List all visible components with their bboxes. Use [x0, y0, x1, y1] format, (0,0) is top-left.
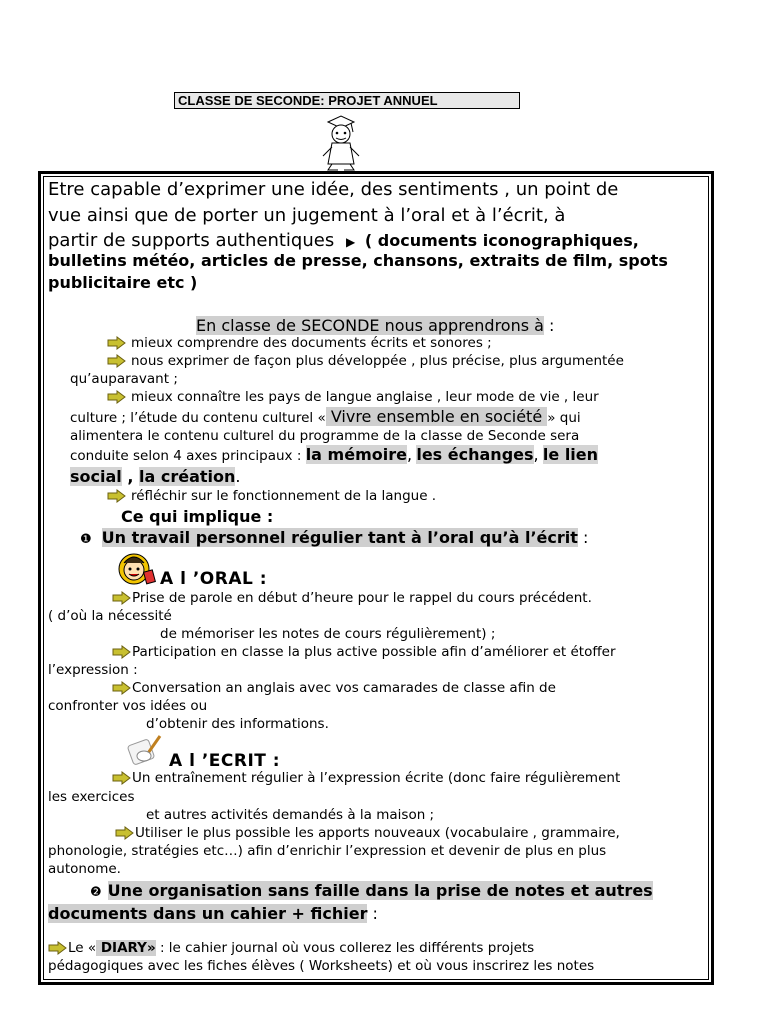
list-item-text: nous exprimer de façon plus développée , plus précise, plus argumentée — [131, 353, 624, 369]
section-heading — [196, 316, 554, 336]
ecrit-item-text: Utiliser le plus possible les apports nouveaux (vocabulaire , grammaire, — [135, 825, 620, 841]
list-item-text: mieux connaître les pays de langue anglaise , leur mode de vie , leur — [131, 389, 599, 405]
intro-line-3b: ( documents iconographiques, — [364, 231, 639, 250]
culture-text: culture ; l’étude du contenu culturel « — [70, 410, 326, 426]
diary-item — [48, 940, 534, 957]
ecrit-item-continuation: et autres activités demandés à la maison ; — [146, 807, 435, 823]
intro-line-1: Etre capable d’exprimer une idée, des sentiments , un point de — [48, 179, 619, 200]
oral-item-text: Participation en classe la plus active possible afin d’améliorer et étoffer — [132, 644, 616, 660]
implies-heading: Ce qui implique : — [121, 507, 274, 526]
diary-item-prefix: Le « — [68, 940, 97, 956]
oral-item-continuation: de mémoriser les notes de cours régulièrement) ; — [160, 626, 496, 642]
arrow-icon — [48, 941, 68, 955]
page-title: CLASSE DE SECONDE: PROJET ANNUEL — [174, 92, 520, 109]
diary-highlight: DIARY» — [96, 940, 156, 956]
section-heading-colon: : — [543, 316, 555, 335]
ecrit-item-continuation: phonologie, stratégies etc…) afin d’enrichir l’expression et devenir de plus en plus — [48, 843, 607, 859]
oral-item-continuation: l’expression : — [48, 662, 138, 678]
axis-echanges: les échanges — [416, 445, 534, 464]
oral-item — [112, 644, 616, 661]
list-item — [107, 488, 436, 505]
student-face-icon — [116, 551, 156, 587]
list-item-continuation: qu’auparavant ; — [70, 371, 178, 387]
point-1 — [80, 527, 588, 551]
vivre-ensemble-highlight: Vivre ensemble en société — [325, 407, 548, 426]
number-two-icon: ❷ — [90, 885, 102, 900]
axis-lien: le lien — [542, 445, 599, 464]
oral-item — [112, 590, 592, 607]
arrow-icon — [107, 336, 127, 350]
point-1-colon: : — [577, 528, 589, 547]
oral-item-continuation: ( d’où la nécessité — [48, 608, 172, 624]
graduate-mascot-icon — [318, 112, 364, 172]
oral-item — [112, 680, 556, 697]
point-2-colon: : — [367, 904, 378, 923]
triangle-icon: ▶ — [345, 235, 356, 249]
list-item — [107, 335, 492, 352]
diary-item-text: : le cahier journal où vous collerez les différents projets — [155, 940, 535, 956]
intro-line-2: vue ainsi que de porter un jugement à l’oral et à l’écrit, à — [48, 205, 566, 226]
arrow-icon — [112, 591, 132, 605]
section-heading-text: En classe de SECONDE nous apprendrons à — [196, 316, 544, 335]
list-item — [107, 389, 599, 406]
oral-item-continuation: d’obtenir des informations. — [146, 716, 329, 732]
ecrit-item-text: Un entraînement régulier à l’expression écrite (donc faire régulièrement — [132, 770, 621, 786]
oral-item-text: Conversation an anglais avec vos camarades de classe afin de — [132, 680, 556, 696]
intro-line-3a: partir de supports authentiques — [48, 230, 335, 251]
arrow-icon — [115, 826, 135, 840]
writing-hand-icon — [126, 732, 166, 768]
arrow-icon — [112, 681, 132, 695]
arrow-icon — [107, 390, 127, 404]
oral-heading: A l ’ORAL : — [160, 569, 268, 589]
ecrit-heading: A l ’ECRIT : — [169, 751, 281, 771]
axis-creation: la création — [138, 467, 236, 486]
point-2-text-2: documents dans un cahier + fichier — [48, 904, 368, 923]
ecrit-item-continuation: autonome. — [48, 861, 121, 877]
axis-social: social — [70, 467, 122, 486]
list-item — [107, 353, 624, 370]
list-item-text: mieux comprendre des documents écrits et sonores ; — [131, 335, 492, 351]
number-one-icon: ❶ — [80, 532, 92, 547]
arrow-icon — [107, 489, 127, 503]
oral-item-continuation: confronter vos idées ou — [48, 698, 208, 714]
point-2 — [90, 880, 653, 904]
ecrit-item-continuation: les exercices — [48, 789, 135, 805]
list-item-text: réfléchir sur le fonctionnement de la langue . — [131, 488, 437, 504]
point-1-text: Un travail personnel régulier tant à l’oral qu’à l’écrit — [101, 528, 578, 547]
oral-item-text: Prise de parole en début d’heure pour le rappel du cours précédent. — [132, 590, 592, 606]
list-item-continuation: social , la création. — [70, 467, 241, 486]
arrow-icon — [112, 771, 132, 785]
ecrit-item — [115, 825, 620, 842]
arrow-icon — [107, 354, 127, 368]
diary-item-continuation: pédagogiques avec les fiches élèves ( Worksheets) et où vous inscrirez les notes — [48, 958, 595, 974]
list-item-continuation: conduite selon 4 axes principaux : la mémoire, les échanges, le lien — [70, 445, 599, 464]
list-item-continuation: alimentera le contenu culturel du programme de la classe de Seconde sera — [70, 428, 580, 444]
intro-line-4: bulletins météo, articles de presse, chansons, extraits de film, spots — [48, 251, 668, 270]
point-2-continuation — [48, 903, 378, 925]
intro-line-5: publicitaire etc ) — [48, 273, 198, 292]
culture-text-end: » qui — [547, 410, 581, 426]
list-item-continuation — [70, 408, 581, 427]
axes-intro: conduite selon 4 axes principaux : — [70, 448, 302, 464]
arrow-icon — [112, 645, 132, 659]
point-2-text: Une organisation sans faille dans la prise de notes et autres — [107, 881, 653, 900]
ecrit-item — [112, 770, 620, 787]
axis-memoire: la mémoire — [305, 445, 407, 464]
